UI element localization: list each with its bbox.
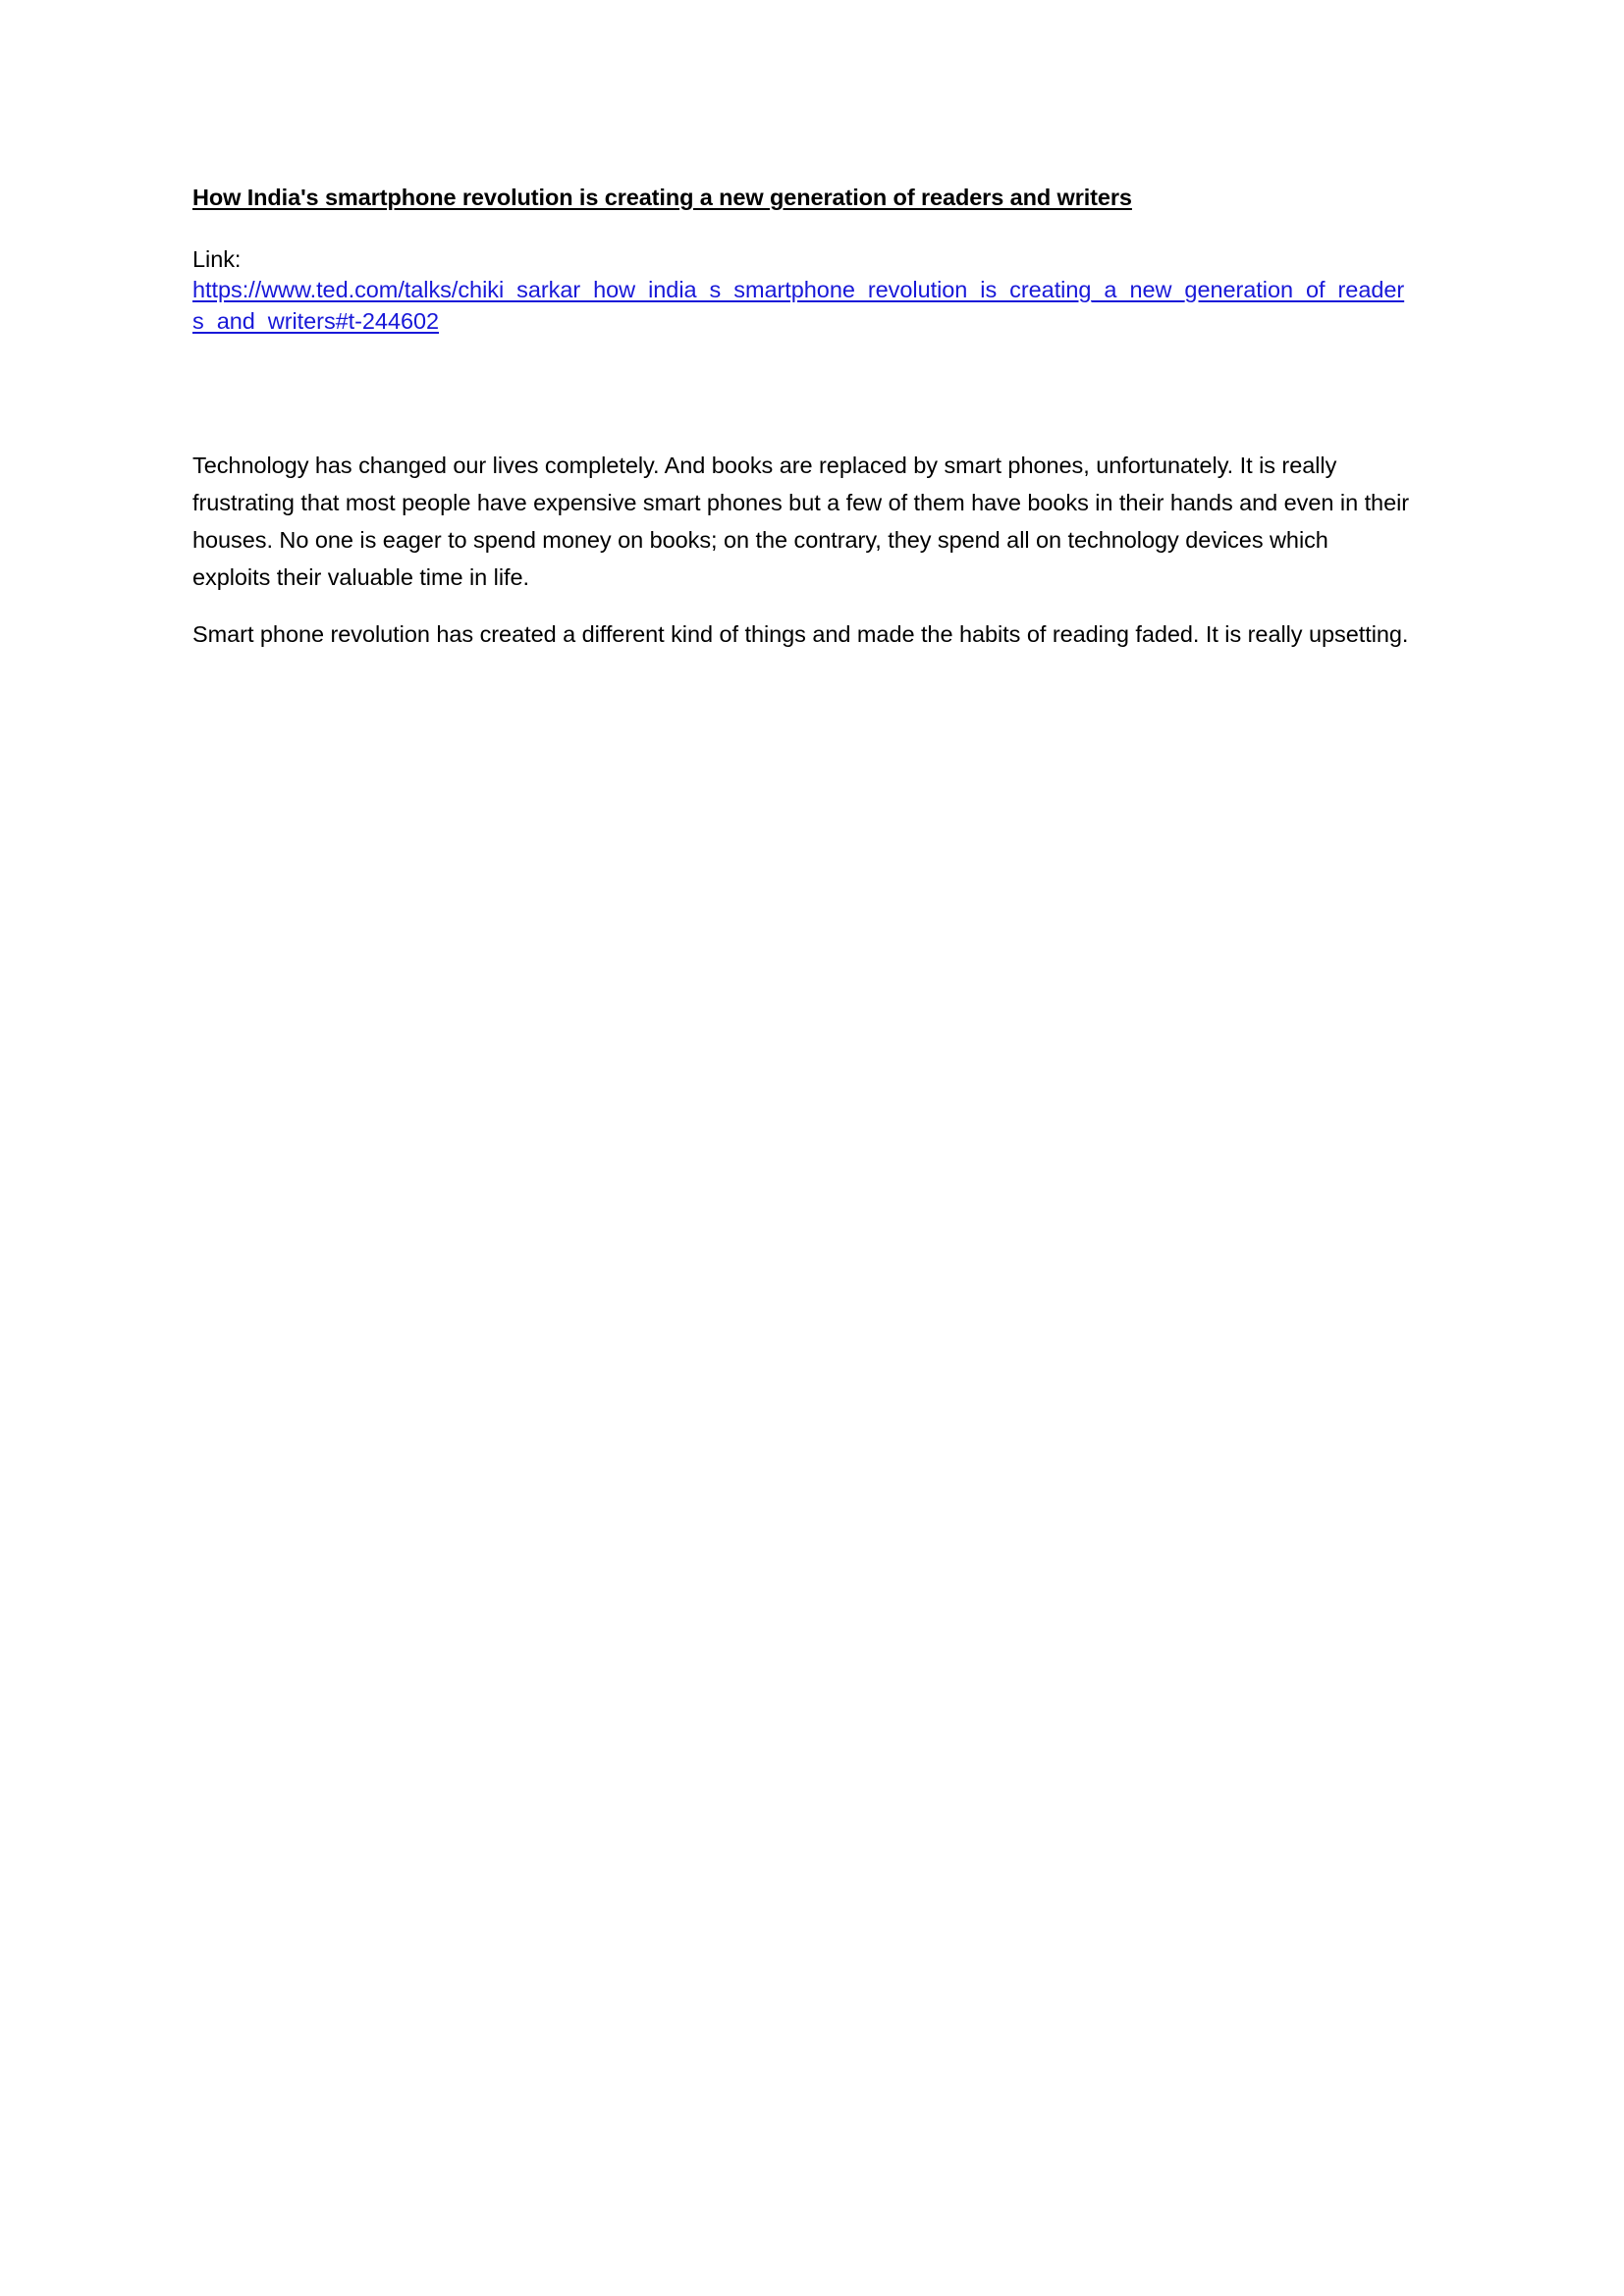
link-label: Link: bbox=[192, 245, 242, 272]
link-paragraph bbox=[192, 275, 1412, 337]
ted-talk-link[interactable]: https://www.ted.com/talks/chiki_sarkar_how_india_s_smartphone_revolution_is_creating_a_new_generation_of_readers_and_writers#t-244602 bbox=[192, 277, 1405, 334]
body-paragraph-1: Technology has changed our lives completely. And books are replaced by smart phones, unfortunately. It is really frustrating that most people have expensive smart phones but a few of them have books in their hands and even in their houses. No one is eager to spend money on books; on the contrary, they spend all on technology devices which exploits their valuable time in life. bbox=[192, 453, 1410, 591]
empty-paragraph-spacer bbox=[192, 337, 1412, 447]
document-body bbox=[192, 183, 1412, 653]
title-spacer bbox=[192, 213, 1412, 244]
document-title: How India's smartphone revolution is creating a new generation of readers and writers bbox=[192, 185, 1132, 210]
body-paragraph-2: Smart phone revolution has created a different kind of things and made the habits of reading faded. It is really upsetting. bbox=[192, 621, 1409, 648]
